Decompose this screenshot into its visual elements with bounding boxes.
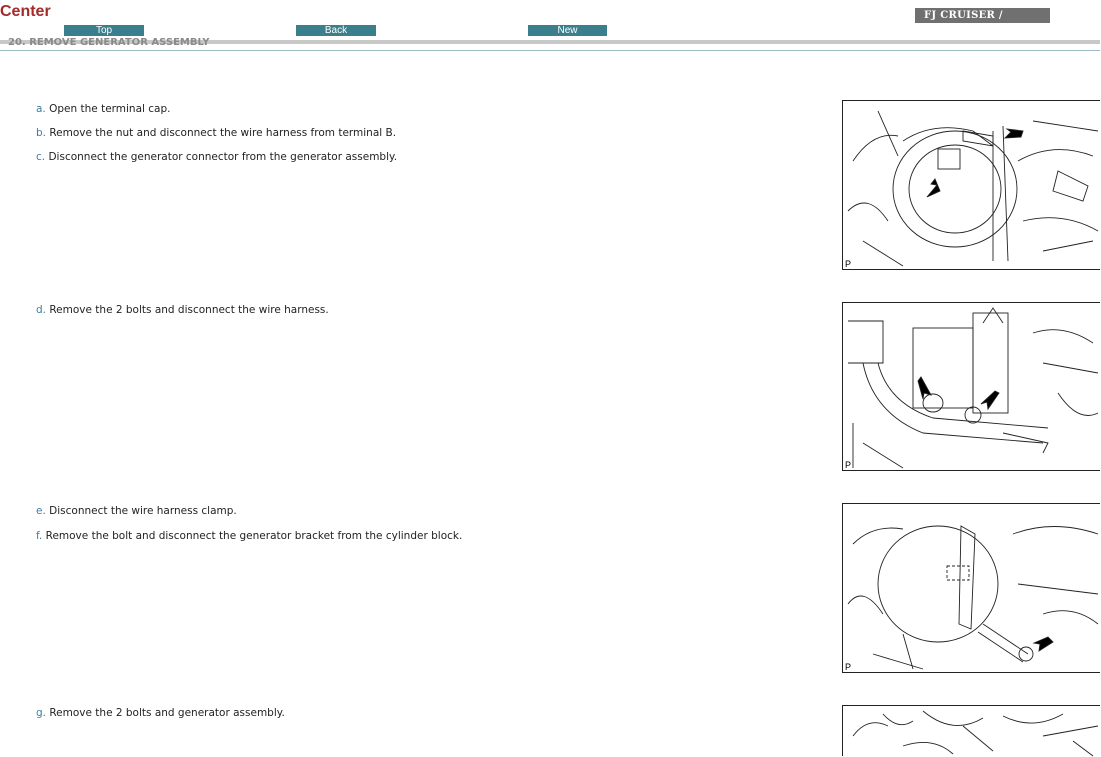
generator-illustration (843, 101, 1101, 271)
step-label: d. (36, 304, 47, 316)
figure-generator-assembly (842, 705, 1100, 756)
figure-corner-label: P (845, 460, 852, 470)
figure-bolts-harness (842, 302, 1100, 471)
figure-clamp-bracket (842, 503, 1100, 673)
top-button[interactable]: Top (64, 25, 144, 36)
step-label: f. (36, 530, 43, 542)
step-g (36, 707, 285, 719)
step-c (36, 151, 397, 163)
step-text: Remove the bolt and disconnect the generator bracket from the cylinder block. (45, 530, 463, 542)
section-header (0, 37, 1100, 51)
harness-illustration (843, 303, 1101, 472)
step-label: a. (36, 103, 46, 115)
figure-terminal-connector (842, 100, 1100, 270)
step-e (36, 505, 237, 517)
model-badge: FJ CRUISER / (915, 8, 1050, 23)
step-f (36, 530, 462, 542)
bracket-illustration (843, 504, 1101, 674)
step-text: Remove the nut and disconnect the wire harness from terminal B. (49, 127, 397, 139)
step-d (36, 304, 329, 316)
step-text: Remove the 2 bolts and generator assembly. (49, 707, 285, 719)
step-label: c. (36, 151, 46, 163)
step-text: Open the terminal cap. (49, 103, 171, 115)
step-text: Disconnect the wire harness clamp. (49, 505, 237, 517)
back-button[interactable]: Back (296, 25, 376, 36)
step-label: b. (36, 127, 47, 139)
brand-title: Center (0, 3, 51, 20)
assembly-illustration (843, 706, 1101, 757)
step-a (36, 103, 171, 115)
step-label: e. (36, 505, 46, 517)
figure-corner-label: P (845, 259, 852, 269)
step-b (36, 127, 396, 139)
step-text: Remove the 2 bolts and disconnect the wire harness. (49, 304, 329, 316)
section-title: 20. REMOVE GENERATOR ASSEMBLY (8, 37, 210, 48)
figure-corner-label: P (845, 662, 852, 672)
step-label: g. (36, 707, 47, 719)
step-text: Disconnect the generator connector from the generator assembly. (48, 151, 398, 163)
new-button[interactable]: New (528, 25, 607, 36)
